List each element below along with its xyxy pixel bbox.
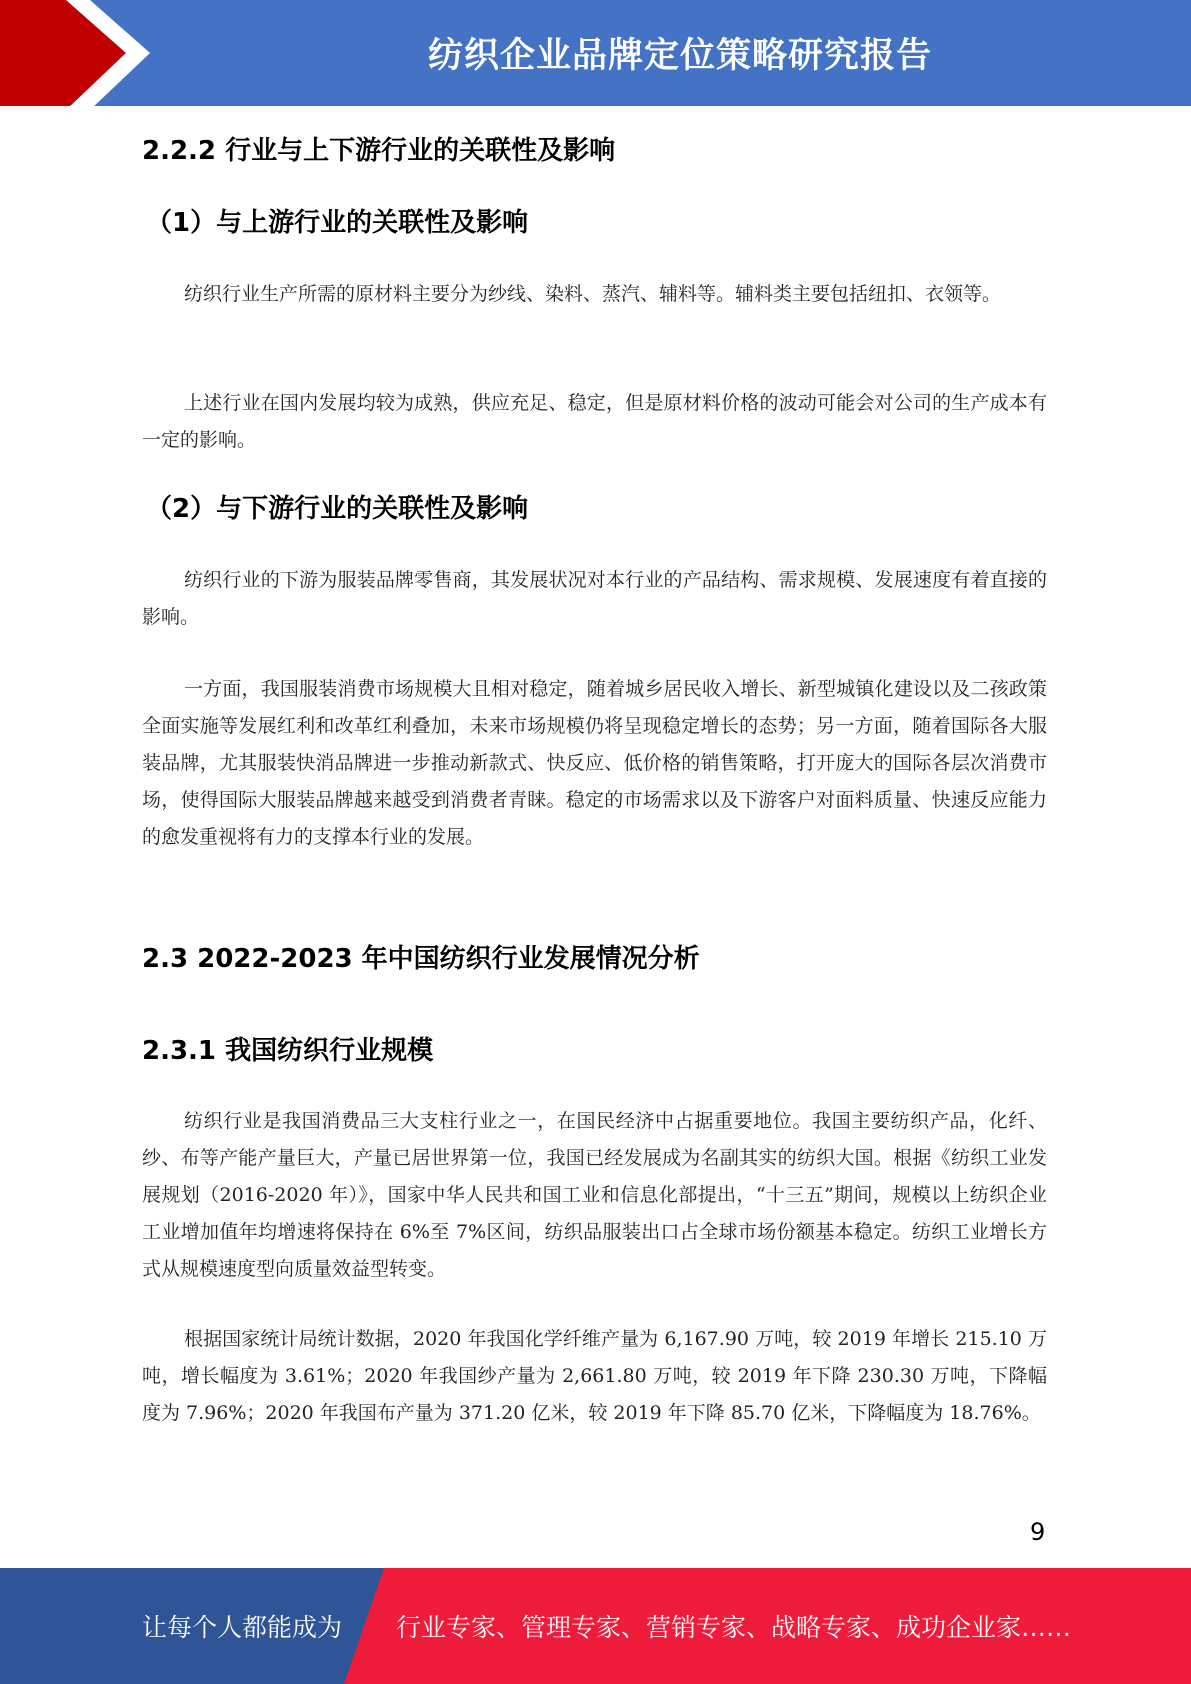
heading-upstream: （1）与上游行业的关联性及影响 xyxy=(146,208,529,238)
paragraph-upstream-1: 纺织行业生产所需的原材料主要分为纱线、染料、蒸汽、辅料等。辅料类主要包括纽扣、衣领等。 xyxy=(184,283,1002,305)
heading-downstream: （2）与下游行业的关联性及影响 xyxy=(146,494,529,524)
heading-2-2-2: 2.2.2 行业与上下游行业的关联性及影响 xyxy=(142,136,616,166)
footer-slogan-left: 让每个人都能成为 xyxy=(142,1613,343,1642)
paragraph-downstream-1: 纺织行业的下游为服装品牌零售商，其发展状况对本行业的产品结构、需求规模、发展速度有着直接的影响。 xyxy=(142,569,1047,628)
paragraph-upstream-2: 上述行业在国内发展均较为成熟，供应充足、稳定，但是原材料价格的波动可能会对公司的生产成本有一定的影响。 xyxy=(142,392,1047,451)
report-title: 纺织企业品牌定位策略研究报告 xyxy=(427,36,932,76)
page-footer xyxy=(0,1568,1191,1684)
heading-2-3-1: 2.3.1 我国纺织行业规模 xyxy=(142,1036,434,1066)
page-number: 9 xyxy=(1030,1518,1046,1546)
paragraph-scale-1: 纺织行业是我国消费品三大支柱行业之一，在国民经济中占据重要地位。我国主要纺织产品，化纤、纱、布等产能产量巨大，产量已居世界第一位，我国已经发展成为名副其实的纺织大国。根据《纺织工业发展规划（2016-2020 年）》，国家中华人民共和国工业和信息化部提出，“十三五”期间，规模以上纺织企业工业增加值年均增速将保持在 6%至 7%区间，纺织品服装出口占全球市场份额基本稳定。纺织工业增长方式从规模速度型向质量效益型转变。 xyxy=(142,1110,1047,1280)
heading-2-3: 2.3 2022-2023 年中国纺织行业发展情况分析 xyxy=(142,944,700,974)
page-header xyxy=(0,0,1191,110)
footer-slogan-right: 行业专家、管理专家、营销专家、战略专家、成功企业家…… xyxy=(396,1613,1072,1642)
paragraph-scale-2: 根据国家统计局统计数据，2020 年我国化学纤维产量为 6,167.90 万吨，较 2019 年增长 215.10 万吨，增长幅度为 3.61%；2020 年我国纱产量为 2,661.80 万吨，较 2019 年下降 230.30 万吨，下降幅度为 7.96%；2020 年我国布产量为 371.20 亿米，较 2019 年下降 85.70 亿米，下降幅度为 18.76%。 xyxy=(142,1328,1047,1424)
paragraph-downstream-2: 一方面，我国服装消费市场规模大且相对稳定，随着城乡居民收入增长、新型城镇化建设以及二孩政策全面实施等发展红利和改革红利叠加，未来市场规模仍将呈现稳定增长的态势；另一方面，随着国际各大服装品牌，尤其服装快消品牌进一步推动新款式、快反应、低价格的销售策略，打开庞大的国际各层次消费市场，使得国际大服装品牌越来越受到消费者青睐。稳定的市场需求以及下游客户对面料质量、快速反应能力的愈发重视将有力的支撑本行业的发展。 xyxy=(142,678,1047,848)
